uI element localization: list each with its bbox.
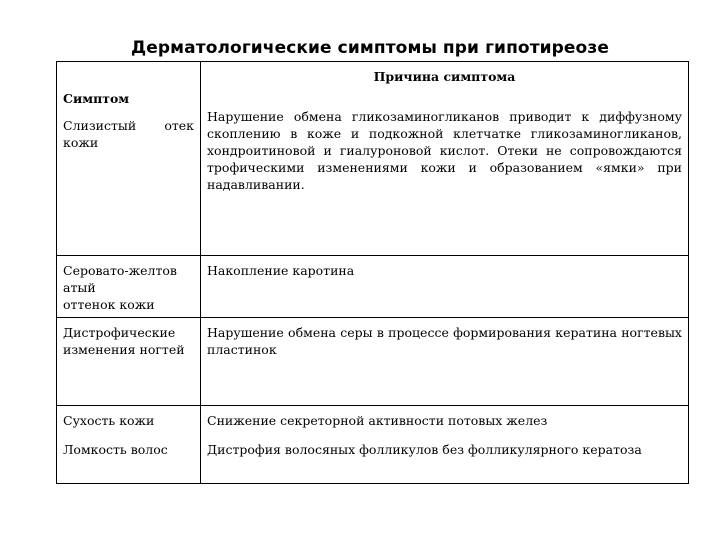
table-cell-symptom (57, 256, 201, 318)
table-row (57, 62, 689, 256)
cause-text: Нарушение обмена серы в процессе формирования кератина ногтевых пластинок (207, 325, 682, 357)
symptom-name: Сухость кожи (63, 413, 155, 428)
column-header-cause: Причина симптома (373, 69, 516, 84)
slide-title: Дерматологические симптомы при гипотиреозе (131, 38, 609, 58)
table-cell-cause (201, 318, 689, 406)
cause-text: Нарушение обмена гликозаминогликанов приводит к диффузному скоплению в коже и подкожной клетчатке гликозаминогликанов, хондроитиновой и гиалуроновой кислот. Отеки не сопровождаются трофическими изменениями кожи и образованием «ямки» при надавливании. (207, 109, 682, 192)
table-row (57, 406, 689, 484)
table-cell-symptom (57, 62, 201, 256)
symptom-name: Ломкость волос (63, 442, 168, 457)
table-cell-symptom (57, 318, 201, 406)
symptoms-table (56, 61, 689, 484)
column-header-symptom: Симптом (63, 91, 130, 106)
table-cell-cause (201, 62, 689, 256)
table-row (57, 256, 689, 318)
symptom-name-line: Серовато-желтов (63, 263, 177, 278)
symptom-name: Слизистый отек кожи (63, 118, 194, 150)
table-cell-symptom (57, 406, 201, 484)
cause-text: Накопление каротина (207, 263, 355, 278)
symptom-name: Дистрофические изменения ногтей (63, 325, 185, 357)
symptom-name-line: атый (63, 280, 96, 295)
table-cell-cause (201, 256, 689, 318)
symptom-name-line: оттенок кожи (63, 297, 155, 312)
table-cell-cause (201, 406, 689, 484)
table-row (57, 318, 689, 406)
cause-text: Снижение секреторной активности потовых желез (207, 413, 548, 428)
cause-text: Дистрофия волосяных фолликулов без фолликулярного кератоза (207, 442, 642, 457)
